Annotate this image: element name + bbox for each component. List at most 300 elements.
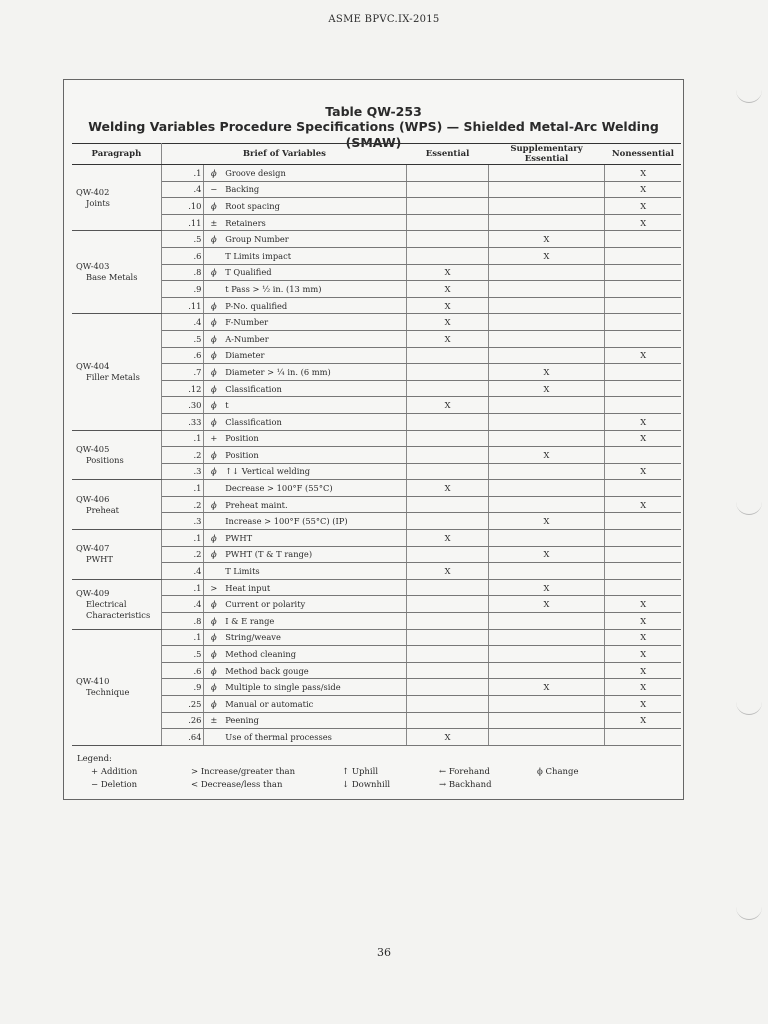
nonessential-mark	[605, 579, 681, 596]
table-row	[72, 463, 681, 480]
paragraph-name: Filler Metals	[86, 371, 140, 382]
paragraph-cell	[72, 480, 161, 530]
variable-number: .30	[161, 397, 204, 414]
supplementary-mark: X	[488, 247, 605, 264]
legend-item-addition: + Addition	[91, 767, 138, 777]
paragraph-cell	[72, 579, 161, 629]
variable-brief: t	[223, 397, 407, 414]
paragraph-code: QW-407	[76, 543, 110, 554]
variable-symbol: ϕ	[204, 264, 223, 281]
supplementary-mark: X	[488, 447, 605, 464]
nonessential-mark	[605, 330, 681, 347]
legend-title: Legend:	[77, 754, 112, 764]
variable-symbol: ϕ	[204, 496, 223, 513]
column-header-paragraph: Paragraph	[72, 144, 161, 165]
nonessential-mark	[605, 513, 681, 530]
variable-number: .64	[161, 729, 204, 746]
supplementary-mark: X	[488, 380, 605, 397]
table-row	[72, 447, 681, 464]
supplementary-mark	[488, 330, 605, 347]
variable-brief: Method cleaning	[223, 646, 407, 663]
table-row	[72, 330, 681, 347]
table-row	[72, 613, 681, 630]
nonessential-mark: X	[605, 496, 681, 513]
table-row	[72, 596, 681, 613]
table-row	[72, 729, 681, 746]
variable-symbol: ϕ	[204, 347, 223, 364]
supplementary-mark	[488, 629, 605, 646]
paragraph-name: Electrical Characteristics	[86, 598, 151, 620]
variable-symbol: ϕ	[204, 198, 223, 215]
variable-number: .10	[161, 198, 204, 215]
binder-hole-mark	[736, 500, 762, 515]
essential-mark	[407, 447, 488, 464]
supplementary-mark	[488, 646, 605, 663]
essential-mark: X	[407, 264, 488, 281]
variable-number: .9	[161, 281, 204, 298]
variable-number: .7	[161, 364, 204, 381]
essential-mark	[407, 546, 488, 563]
legend-item-increase: > Increase/greater than	[191, 767, 296, 777]
paragraph-code: QW-404	[76, 360, 110, 371]
nonessential-mark: X	[605, 181, 681, 198]
variable-brief: Decrease > 100°F (55°C)	[223, 480, 407, 497]
variable-symbol: ϕ	[204, 679, 223, 696]
nonessential-mark: X	[605, 214, 681, 231]
essential-mark: X	[407, 397, 488, 414]
table-row	[72, 679, 681, 696]
table-row	[72, 380, 681, 397]
variable-brief: P-No. qualified	[223, 297, 407, 314]
variable-number: .1	[161, 579, 204, 596]
variable-number: .1	[161, 629, 204, 646]
nonessential-mark	[605, 729, 681, 746]
variable-number: .8	[161, 264, 204, 281]
supplementary-mark	[488, 397, 605, 414]
variable-brief: A-Number	[223, 330, 407, 347]
essential-mark	[407, 165, 488, 182]
essential-mark	[407, 364, 488, 381]
variable-symbol: ϕ	[204, 397, 223, 414]
variable-brief: ↑↓ Vertical welding	[223, 463, 407, 480]
essential-mark	[407, 712, 488, 729]
variable-number: .2	[161, 447, 204, 464]
variable-symbol: ϕ	[204, 613, 223, 630]
paragraph-cell	[72, 629, 161, 745]
supplementary-mark: X	[488, 364, 605, 381]
paragraph-name: Joints	[86, 197, 110, 208]
variable-brief: T Limits impact	[223, 247, 407, 264]
essential-mark	[407, 513, 488, 530]
nonessential-mark: X	[605, 712, 681, 729]
legend-item-downhill: ↓ Downhill	[342, 780, 391, 790]
legend-column	[537, 766, 579, 779]
essential-mark	[407, 347, 488, 364]
variable-number: .1	[161, 165, 204, 182]
nonessential-mark: X	[605, 165, 681, 182]
welding-variables-table	[72, 143, 681, 746]
legend-column	[91, 766, 137, 792]
legend-column	[342, 766, 390, 792]
paragraph-code: QW-410	[76, 676, 110, 687]
supplementary-mark	[488, 530, 605, 547]
table-row	[72, 364, 681, 381]
nonessential-mark	[605, 447, 681, 464]
table-row	[72, 530, 681, 547]
nonessential-mark	[605, 397, 681, 414]
table-row	[72, 712, 681, 729]
variable-symbol	[204, 247, 223, 264]
supplementary-mark	[488, 181, 605, 198]
table-row	[72, 264, 681, 281]
variable-symbol: ϕ	[204, 596, 223, 613]
nonessential-mark	[605, 380, 681, 397]
essential-mark	[407, 463, 488, 480]
nonessential-mark: X	[605, 629, 681, 646]
legend	[77, 753, 677, 790]
essential-mark: X	[407, 563, 488, 580]
supplementary-mark: X	[488, 231, 605, 248]
variable-number: .6	[161, 347, 204, 364]
supplementary-mark: X	[488, 546, 605, 563]
table-row	[72, 430, 681, 447]
supplementary-mark	[488, 347, 605, 364]
essential-mark	[407, 696, 488, 713]
variable-brief: Classification	[223, 380, 407, 397]
essential-mark	[407, 181, 488, 198]
variable-symbol: ϕ	[204, 231, 223, 248]
paragraph-cell	[72, 430, 161, 480]
variable-brief: Diameter > ¼ in. (6 mm)	[223, 364, 407, 381]
table-title: Table QW-253	[325, 104, 422, 119]
variable-brief: Groove design	[223, 165, 407, 182]
legend-item-change: ϕ Change	[537, 767, 579, 777]
variable-brief: t Pass > ½ in. (13 mm)	[223, 281, 407, 298]
variable-number: .4	[161, 596, 204, 613]
variable-symbol: ϕ	[204, 463, 223, 480]
page-number: 36	[377, 946, 391, 959]
variable-brief: Classification	[223, 413, 407, 430]
supplementary-mark: X	[488, 596, 605, 613]
nonessential-mark	[605, 530, 681, 547]
nonessential-mark	[605, 314, 681, 331]
nonessential-mark: X	[605, 646, 681, 663]
supplementary-mark	[488, 563, 605, 580]
table-row	[72, 181, 681, 198]
variable-symbol: ϕ	[204, 314, 223, 331]
variable-brief: T Limits	[223, 563, 407, 580]
paragraph-cell	[72, 165, 161, 231]
supplementary-mark	[488, 613, 605, 630]
paragraph-code: QW-406	[76, 493, 110, 504]
table-row	[72, 480, 681, 497]
table-row	[72, 281, 681, 298]
nonessential-mark	[605, 364, 681, 381]
variable-symbol	[204, 281, 223, 298]
variable-number: .1	[161, 530, 204, 547]
table-row	[72, 165, 681, 182]
paragraph-name: Preheat	[86, 504, 119, 515]
variable-number: .1	[161, 480, 204, 497]
essential-mark: X	[407, 530, 488, 547]
table-row	[72, 513, 681, 530]
variable-brief: PWHT	[223, 530, 407, 547]
legend-item-decrease: < Decrease/less than	[191, 780, 283, 790]
variable-number: .9	[161, 679, 204, 696]
essential-mark	[407, 679, 488, 696]
variable-brief: Method back gouge	[223, 662, 407, 679]
supplementary-mark	[488, 214, 605, 231]
column-header-brief: Brief of Variables	[161, 144, 407, 165]
nonessential-mark: X	[605, 463, 681, 480]
supplementary-mark	[488, 712, 605, 729]
essential-mark: X	[407, 281, 488, 298]
variable-symbol: ϕ	[204, 629, 223, 646]
supplementary-mark	[488, 729, 605, 746]
variable-number: .1	[161, 430, 204, 447]
essential-mark	[407, 231, 488, 248]
column-header-supplementary: Supplementary Essential	[488, 144, 605, 165]
legend-column	[439, 766, 492, 792]
essential-mark	[407, 214, 488, 231]
variable-number: .5	[161, 646, 204, 663]
supplementary-mark: X	[488, 579, 605, 596]
table-row	[72, 297, 681, 314]
table-body	[72, 165, 681, 746]
variable-brief: Preheat maint.	[223, 496, 407, 513]
nonessential-mark: X	[605, 696, 681, 713]
table-row	[72, 629, 681, 646]
table-row	[72, 662, 681, 679]
nonessential-mark: X	[605, 613, 681, 630]
variable-symbol: ϕ	[204, 530, 223, 547]
variable-symbol: >	[204, 579, 223, 596]
supplementary-mark	[488, 696, 605, 713]
variable-brief: Diameter	[223, 347, 407, 364]
table-row	[72, 646, 681, 663]
paragraph-code: QW-409	[76, 587, 110, 598]
paragraph-name: Base Metals	[86, 272, 138, 283]
variable-symbol: ±	[204, 214, 223, 231]
variable-symbol: ϕ	[204, 662, 223, 679]
variable-brief: Multiple to single pass/side	[223, 679, 407, 696]
variable-brief: Retainers	[223, 214, 407, 231]
variable-brief: Position	[223, 447, 407, 464]
column-header-nonessential: Nonessential	[605, 144, 681, 165]
supplementary-mark	[488, 430, 605, 447]
nonessential-mark: X	[605, 198, 681, 215]
essential-mark	[407, 613, 488, 630]
variable-symbol: +	[204, 430, 223, 447]
variable-brief: Increase > 100°F (55°C) (IP)	[223, 513, 407, 530]
variable-symbol	[204, 729, 223, 746]
nonessential-mark	[605, 281, 681, 298]
essential-mark	[407, 413, 488, 430]
variable-number: .4	[161, 314, 204, 331]
variable-number: .5	[161, 231, 204, 248]
supplementary-mark	[488, 662, 605, 679]
variable-number: .11	[161, 297, 204, 314]
paragraph-cell	[72, 231, 161, 314]
table-row	[72, 579, 681, 596]
paragraph-name: Positions	[86, 454, 124, 465]
variable-symbol	[204, 563, 223, 580]
nonessential-mark	[605, 563, 681, 580]
variable-symbol: ϕ	[204, 696, 223, 713]
essential-mark	[407, 198, 488, 215]
table-row	[72, 397, 681, 414]
variable-number: .8	[161, 613, 204, 630]
variable-brief: Use of thermal processes	[223, 729, 407, 746]
variable-number: .3	[161, 513, 204, 530]
essential-mark: X	[407, 480, 488, 497]
variable-number: .5	[161, 330, 204, 347]
paragraph-cell	[72, 530, 161, 580]
table-row	[72, 563, 681, 580]
table-row	[72, 214, 681, 231]
nonessential-mark: X	[605, 430, 681, 447]
column-header-essential: Essential	[407, 144, 488, 165]
variable-brief: PWHT (T & T range)	[223, 546, 407, 563]
essential-mark	[407, 579, 488, 596]
variable-symbol: −	[204, 181, 223, 198]
nonessential-mark: X	[605, 662, 681, 679]
variable-number: .6	[161, 247, 204, 264]
variable-symbol: ϕ	[204, 447, 223, 464]
variable-symbol: ϕ	[204, 413, 223, 430]
table-header-row	[72, 144, 681, 165]
supplementary-mark	[488, 281, 605, 298]
variable-symbol: ϕ	[204, 646, 223, 663]
essential-mark	[407, 662, 488, 679]
paragraph-code: QW-402	[76, 186, 110, 197]
nonessential-mark: X	[605, 596, 681, 613]
variable-symbol	[204, 513, 223, 530]
supplementary-mark	[488, 314, 605, 331]
variable-number: .2	[161, 496, 204, 513]
essential-mark	[407, 629, 488, 646]
table-row	[72, 247, 681, 264]
table-row	[72, 347, 681, 364]
paragraph-name: PWHT	[86, 554, 113, 565]
variable-brief: Heat input	[223, 579, 407, 596]
variable-symbol: ϕ	[204, 546, 223, 563]
variable-number: .12	[161, 380, 204, 397]
essential-mark	[407, 430, 488, 447]
nonessential-mark	[605, 231, 681, 248]
table-row	[72, 696, 681, 713]
essential-mark	[407, 380, 488, 397]
variable-number: .25	[161, 696, 204, 713]
supplementary-mark: X	[488, 513, 605, 530]
essential-mark: X	[407, 297, 488, 314]
essential-mark	[407, 247, 488, 264]
legend-item-uphill: ↑ Uphill	[342, 767, 379, 777]
paragraph-name: Technique	[86, 687, 130, 698]
variable-brief: String/weave	[223, 629, 407, 646]
variable-number: .26	[161, 712, 204, 729]
nonessential-mark: X	[605, 679, 681, 696]
supplementary-mark	[488, 463, 605, 480]
supplementary-mark	[488, 496, 605, 513]
variable-brief: I & E range	[223, 613, 407, 630]
variable-number: .6	[161, 662, 204, 679]
nonessential-mark	[605, 480, 681, 497]
supplementary-mark	[488, 198, 605, 215]
variable-number: .4	[161, 563, 204, 580]
variable-symbol	[204, 480, 223, 497]
legend-item-deletion: − Deletion	[91, 780, 138, 790]
nonessential-mark	[605, 546, 681, 563]
variable-number: .2	[161, 546, 204, 563]
essential-mark: X	[407, 729, 488, 746]
variable-brief: Backing	[223, 181, 407, 198]
variable-symbol: ±	[204, 712, 223, 729]
essential-mark	[407, 646, 488, 663]
table-subtitle: Welding Variables Procedure Specifications (WPS) — Shielded Metal-Arc Welding (SMAW)	[88, 119, 659, 150]
variable-symbol: ϕ	[204, 364, 223, 381]
essential-mark	[407, 496, 488, 513]
variable-number: .4	[161, 181, 204, 198]
variable-number: .3	[161, 463, 204, 480]
variable-brief: Manual or automatic	[223, 696, 407, 713]
supplementary-mark: X	[488, 679, 605, 696]
variable-number: .11	[161, 214, 204, 231]
nonessential-mark	[605, 297, 681, 314]
paragraph-cell	[72, 314, 161, 430]
binder-hole-mark	[736, 700, 762, 715]
variable-symbol: ϕ	[204, 330, 223, 347]
table-row	[72, 314, 681, 331]
binder-hole-mark	[736, 88, 762, 103]
table-row	[72, 198, 681, 215]
table-row	[72, 496, 681, 513]
table-row	[72, 546, 681, 563]
supplementary-mark	[488, 480, 605, 497]
essential-mark	[407, 596, 488, 613]
page-header: ASME BPVC.IX-2015	[328, 14, 440, 25]
variable-brief: Current or polarity	[223, 596, 407, 613]
variable-brief: Peening	[223, 712, 407, 729]
essential-mark: X	[407, 314, 488, 331]
supplementary-mark	[488, 413, 605, 430]
table-row	[72, 231, 681, 248]
legend-column	[191, 766, 295, 792]
paragraph-code: QW-405	[76, 443, 110, 454]
variable-brief: Position	[223, 430, 407, 447]
nonessential-mark	[605, 264, 681, 281]
supplementary-mark	[488, 297, 605, 314]
variable-symbol: ϕ	[204, 297, 223, 314]
variable-symbol: ϕ	[204, 165, 223, 182]
variable-number: .33	[161, 413, 204, 430]
nonessential-mark: X	[605, 347, 681, 364]
essential-mark: X	[407, 330, 488, 347]
variable-brief: Root spacing	[223, 198, 407, 215]
paragraph-code: QW-403	[76, 261, 110, 272]
variable-symbol: ϕ	[204, 380, 223, 397]
nonessential-mark	[605, 247, 681, 264]
supplementary-mark	[488, 264, 605, 281]
variable-brief: F-Number	[223, 314, 407, 331]
nonessential-mark: X	[605, 413, 681, 430]
supplementary-mark	[488, 165, 605, 182]
table-row	[72, 413, 681, 430]
variable-brief: Group Number	[223, 231, 407, 248]
variable-brief: T Qualified	[223, 264, 407, 281]
binder-hole-mark	[736, 905, 762, 920]
legend-item-backhand: → Backhand	[439, 780, 492, 790]
